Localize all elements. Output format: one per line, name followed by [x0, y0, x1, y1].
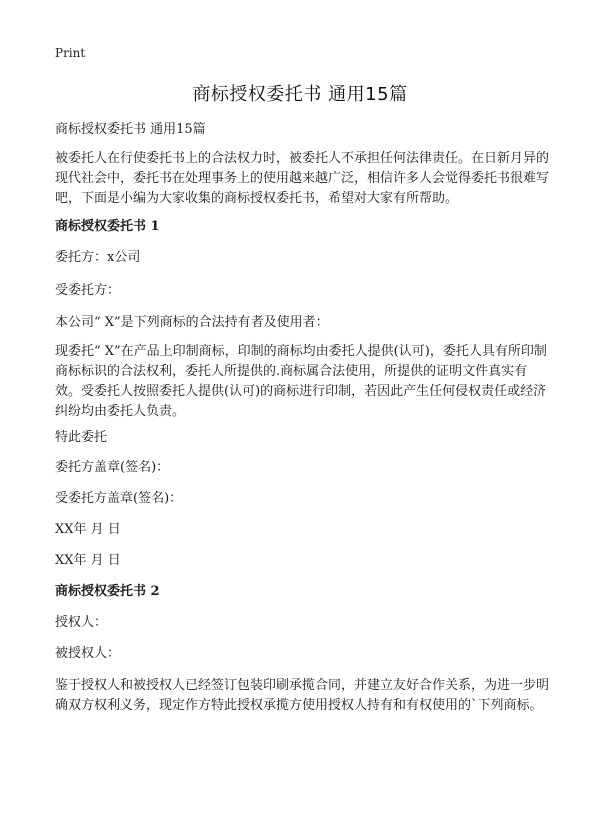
grantee-line: 被授权人： — [55, 646, 121, 661]
print-label[interactable]: Print — [55, 46, 86, 60]
trustee-seal-line: 受委托方盖章(签名)： — [55, 491, 183, 506]
intro-subtitle: 商标授权委托书 通用15篇 — [55, 122, 206, 137]
trustee-line: 受委托方： — [55, 283, 121, 298]
grantor-line: 授权人： — [55, 615, 108, 630]
date-line-1: XX年 月 日 — [55, 522, 121, 537]
client-seal-line: 委托方盖章(签名)： — [55, 460, 170, 475]
special-authorization: 特此委托 — [55, 430, 108, 445]
section-1-heading: 商标授权委托书 1 — [55, 219, 160, 234]
agreement-paragraph: 鉴于授权人和被授权人已经签订包装印刷承揽合同，并建立友好合作关系，为进一步明确双方权利义务，现定作方特此授权承揽方使用授权人持有和有权使用的`下列商标。 — [55, 678, 550, 713]
client-line: 委托方：x公司 — [55, 250, 141, 265]
authorization-paragraph: 现委托“ X”在产品上印制商标，印制的商标均由委托人提供(认可)，委托人具有所印制商标标识的合法权利，委托人所提供的.商标属合法使用，所提供的证明文件真实有效。受委托人按照委托人提供(认可)的商标进行印制，若因此产生任何侵权责任或经济纠纷均由委托人负责。 — [55, 344, 547, 419]
intro-paragraph: 被委托人在行使委托书上的合法权力时，被委托人不承担任何法律责任。在日新月异的现代社会中，委托书在处理事务上的使用越来越广泛，相信许多人会觉得委托书很难写吧，下面是小编为大家收集的商标授权委托书，希望对大家有所帮助。 — [55, 151, 550, 206]
section-2-heading: 商标授权委托书 2 — [55, 584, 160, 599]
date-line-2: XX年 月 日 — [55, 553, 121, 568]
page-title: 商标授权委托书 通用15篇 — [192, 84, 408, 105]
ownership-statement: 本公司“ X”是下列商标的合法持有者及使用者： — [55, 315, 329, 330]
